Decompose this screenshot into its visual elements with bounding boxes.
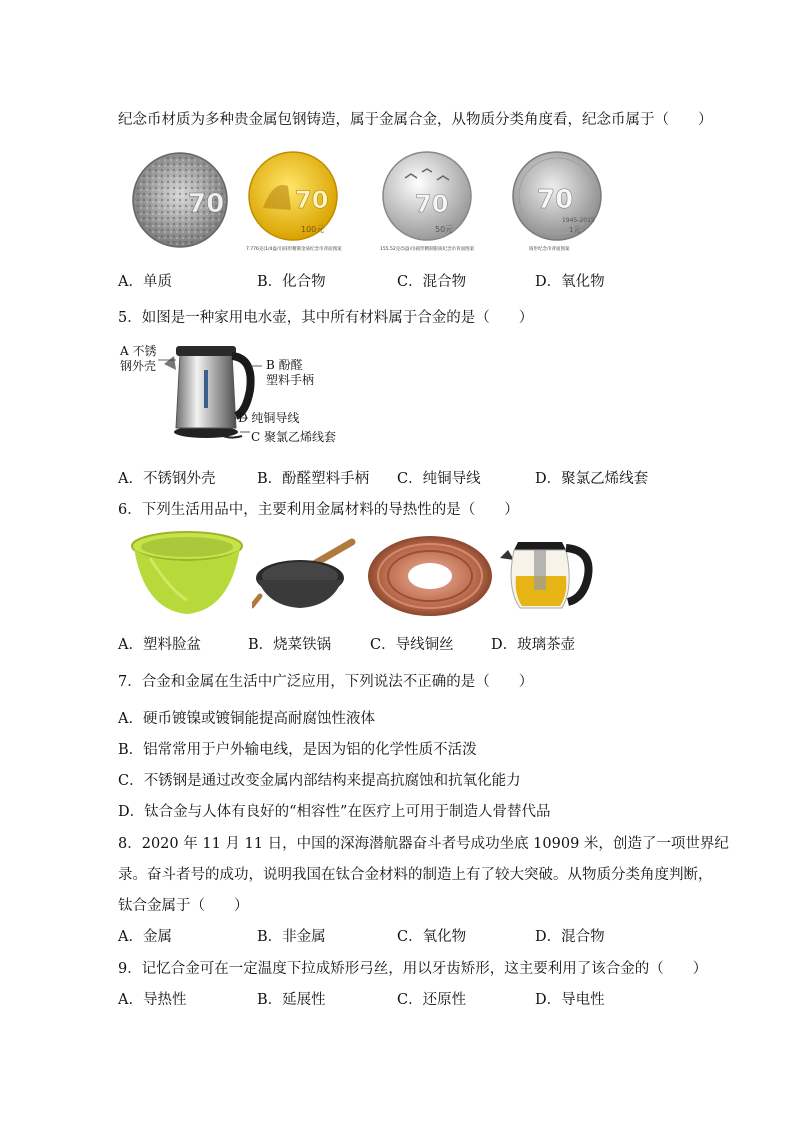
svg-text:70: 70 bbox=[415, 190, 449, 218]
q8-option-c[interactable]: C．氧化物 bbox=[397, 929, 467, 945]
q4-option-b[interactable]: B．化合物 bbox=[257, 274, 326, 290]
kettle-figure bbox=[118, 340, 348, 450]
svg-text:圆形纪念币背面图案: 圆形纪念币背面图案 bbox=[529, 247, 570, 252]
q4-options bbox=[118, 270, 698, 290]
teapot-image bbox=[500, 528, 595, 622]
q7-option-d[interactable]: D．钛合金与人体有良好的“相容性”在医疗上可用于制造人骨替代品 bbox=[118, 804, 551, 820]
q5-option-d[interactable]: D．聚氯乙烯线套 bbox=[535, 471, 649, 487]
q4-option-a[interactable]: A．单质 bbox=[118, 274, 172, 290]
coin-years: 1945-2015 bbox=[562, 217, 595, 224]
q5-stem: 5．如图是一种家用电水壶，其中所有材料属于合金的是（ ） bbox=[118, 310, 534, 326]
q6-stem: 6．下列生活用品中，主要利用金属材料的导热性的是（ ） bbox=[118, 502, 519, 518]
coin-image-3 bbox=[377, 150, 477, 264]
coin-value: 100元 bbox=[301, 225, 325, 234]
q8-stem-line-3: 钛合金属于（ ） bbox=[118, 898, 249, 914]
svg-text:70: 70 bbox=[537, 185, 574, 215]
callout-c: C 聚氯乙烯线套 bbox=[251, 430, 336, 444]
coin-image-1 bbox=[130, 150, 230, 254]
coin-image-2 bbox=[243, 150, 343, 264]
q5-options bbox=[118, 467, 698, 487]
q5-option-a[interactable]: A．不锈钢外壳 bbox=[118, 471, 216, 487]
callout-b: B 酚醛 塑料手柄 bbox=[266, 358, 315, 387]
coin-number: 70 bbox=[188, 189, 225, 219]
wok-image bbox=[252, 536, 357, 620]
callout-d: D 纯铜导线 bbox=[238, 411, 300, 425]
svg-text:50元: 50元 bbox=[435, 225, 454, 234]
q9-option-a[interactable]: A．导热性 bbox=[118, 992, 187, 1008]
q8-option-a[interactable]: A．金属 bbox=[118, 929, 172, 945]
svg-text:70: 70 bbox=[295, 186, 329, 214]
q9-stem: 9．记忆合金可在一定温度下拉成矫形弓丝，用以牙齿矫形，这主要利用了该合金的（ ） bbox=[118, 961, 708, 977]
q5-option-c[interactable]: C．纯铜导线 bbox=[397, 471, 481, 487]
q8-option-d[interactable]: D．混合物 bbox=[535, 929, 605, 945]
q8-options bbox=[118, 925, 698, 945]
q6-option-a[interactable]: A．塑料脸盆 bbox=[118, 637, 201, 653]
svg-text:155.52克(5盎司)圆形精制银质纪念币背面图案: 155.52克(5盎司)圆形精制银质纪念币背面图案 bbox=[380, 247, 475, 252]
q9-option-b[interactable]: B．延展性 bbox=[257, 992, 326, 1008]
q8-stem-line-1: 8．2020 年 11 月 11 日，中国的深海潜航器奋斗者号成功坐底 10909 米，创造了一项世界纪 bbox=[118, 836, 729, 852]
q9-option-d[interactable]: D．导电性 bbox=[535, 992, 605, 1008]
q8-stem-line-2: 录。奋斗者号的成功，说明我国在钛合金材料的制造上有了较大突破。从物质分类角度判断， bbox=[118, 867, 713, 883]
q7-stem: 7．合金和金属在生活中广泛应用，下列说法不正确的是（ ） bbox=[118, 674, 534, 690]
q6-option-c[interactable]: C．导线铜丝 bbox=[370, 637, 454, 653]
q9-option-c[interactable]: C．还原性 bbox=[397, 992, 467, 1008]
q4-stem: 纪念币材质为多种贵金属包钢铸造，属于金属合金，从物质分类角度看，纪念币属于（ ） bbox=[118, 112, 713, 128]
coin-image-4 bbox=[507, 150, 607, 264]
q7-option-a[interactable]: A．硬币镀镍或镀铜能提高耐腐蚀性液体 bbox=[118, 711, 375, 727]
q9-options bbox=[118, 988, 698, 1008]
coin-caption: 7.776克(1/4盎司)圆形精制金质纪念币背面图案 bbox=[246, 247, 342, 252]
callout-a: A 不锈 钢外壳 bbox=[120, 344, 157, 373]
q6-option-b[interactable]: B．烧菜铁锅 bbox=[248, 637, 332, 653]
q6-option-d[interactable]: D．玻璃茶壶 bbox=[491, 637, 576, 653]
q7-option-b[interactable]: B．铝常常用于户外输电线，是因为铝的化学性质不活泼 bbox=[118, 742, 477, 758]
svg-text:1元: 1元 bbox=[569, 226, 581, 234]
q8-option-b[interactable]: B．非金属 bbox=[257, 929, 326, 945]
basin-image bbox=[130, 530, 245, 624]
q4-option-c[interactable]: C．混合物 bbox=[397, 274, 467, 290]
q6-options bbox=[118, 633, 698, 653]
q4-option-d[interactable]: D．氧化物 bbox=[535, 274, 605, 290]
q7-option-c[interactable]: C．不锈钢是通过改变金属内部结构来提高抗腐蚀和抗氧化能力 bbox=[118, 773, 521, 789]
copper-wire-image bbox=[366, 532, 494, 621]
q5-option-b[interactable]: B．酚醛塑料手柄 bbox=[257, 471, 370, 487]
